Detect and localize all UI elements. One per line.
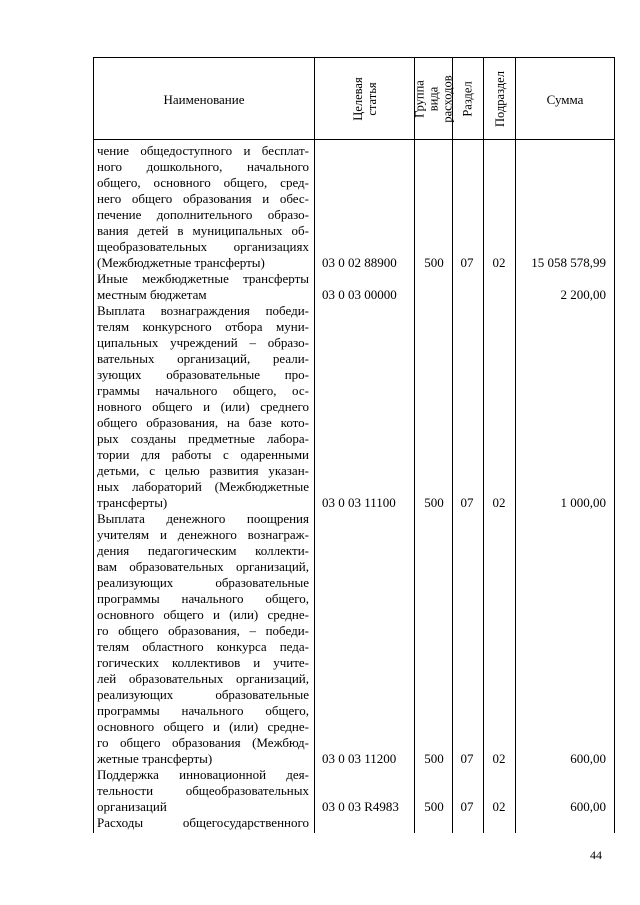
- header-name: Наименование: [163, 92, 245, 107]
- header-target: Целевая статья: [350, 76, 379, 121]
- row-sum: 15 058 578,99: [531, 255, 606, 270]
- row-subsection: 02: [492, 495, 506, 510]
- row-name: Иные межбюджетные трансферты местным бюджетам: [97, 271, 309, 302]
- col-border-name: [314, 57, 315, 833]
- row-name: Выплата денежного поощрения учителям и денежного вознаграж- дения педагогическим коллекти- вам образовательных организаций, реализующих образовательные программы начального общего, основного общего и (или) средне- го общего образования, – победи- телям областного конкурса педа- гогических коллективов и учите- лей образовательных организаций, реализующих образовательные программы начального общего, основного общего и (или) средне- го общего образования (Межбюд- жетные трансферты): [97, 511, 309, 766]
- row-target-code: 03 0 03 00000: [322, 287, 397, 302]
- row-subsection: 02: [492, 751, 506, 766]
- row-group: 500: [424, 495, 444, 510]
- row-target-code: 03 0 03 11200: [322, 751, 397, 766]
- row-section: 07: [460, 255, 474, 270]
- row-subsection: 02: [492, 255, 506, 270]
- header-group: Группа вида расходов: [412, 74, 455, 123]
- row-name: Выплата вознаграждения победи- телям конкурсного отбора муни- ципальных учреждений – образо- вательных организаций, реали- зующих образовательные про- граммы начального общего, ос- новного общего и (или) среднего общего образования, на базе кото- рых созданы предметные лабора- тории для работы с одаренными детьми, с целью развития указан- ных лабораторий (Межбюджетные трансферты): [97, 303, 309, 510]
- row-subsection: 02: [492, 799, 506, 814]
- col-border-section: [483, 57, 484, 833]
- row-sum: 600,00: [570, 799, 606, 814]
- col-border-group: [452, 57, 453, 833]
- page-number: 44: [590, 848, 602, 862]
- row-sum: 600,00: [570, 751, 606, 766]
- header-bottom-border: [93, 139, 615, 140]
- col-border-left: [93, 57, 94, 833]
- row-target-code: 03 0 03 R4983: [322, 799, 399, 814]
- row-section: 07: [460, 751, 474, 766]
- row-name: Поддержка инновационной дея- тельности общеобразовательных организаций: [97, 767, 309, 814]
- col-border-target: [414, 57, 415, 833]
- row-target-code: 03 0 02 88900: [322, 255, 397, 270]
- row-group: 500: [424, 255, 444, 270]
- row-sum: 1 000,00: [560, 495, 606, 510]
- header-subsection: Подраздел: [492, 70, 507, 127]
- row-group: 500: [424, 799, 444, 814]
- row-group: 500: [424, 751, 444, 766]
- row-name: чение общедоступного и бесплат- ного дошкольного, начального общего, основного общего, сред- него общего образования и обес- печение дополнительного образо- вания детей в муниципальных об- щеобразовательных организациях (Межбюджетные трансферты): [97, 143, 309, 270]
- col-border-right: [614, 57, 615, 833]
- row-name: Расходы общегосударственного: [97, 815, 309, 830]
- header-sum: Сумма: [546, 92, 584, 107]
- row-sum: 2 200,00: [560, 287, 606, 302]
- col-border-subsection: [515, 57, 516, 833]
- row-section: 07: [460, 495, 474, 510]
- row-target-code: 03 0 03 11100: [322, 495, 396, 510]
- row-section: 07: [460, 799, 474, 814]
- header-section: Раздел: [461, 80, 476, 117]
